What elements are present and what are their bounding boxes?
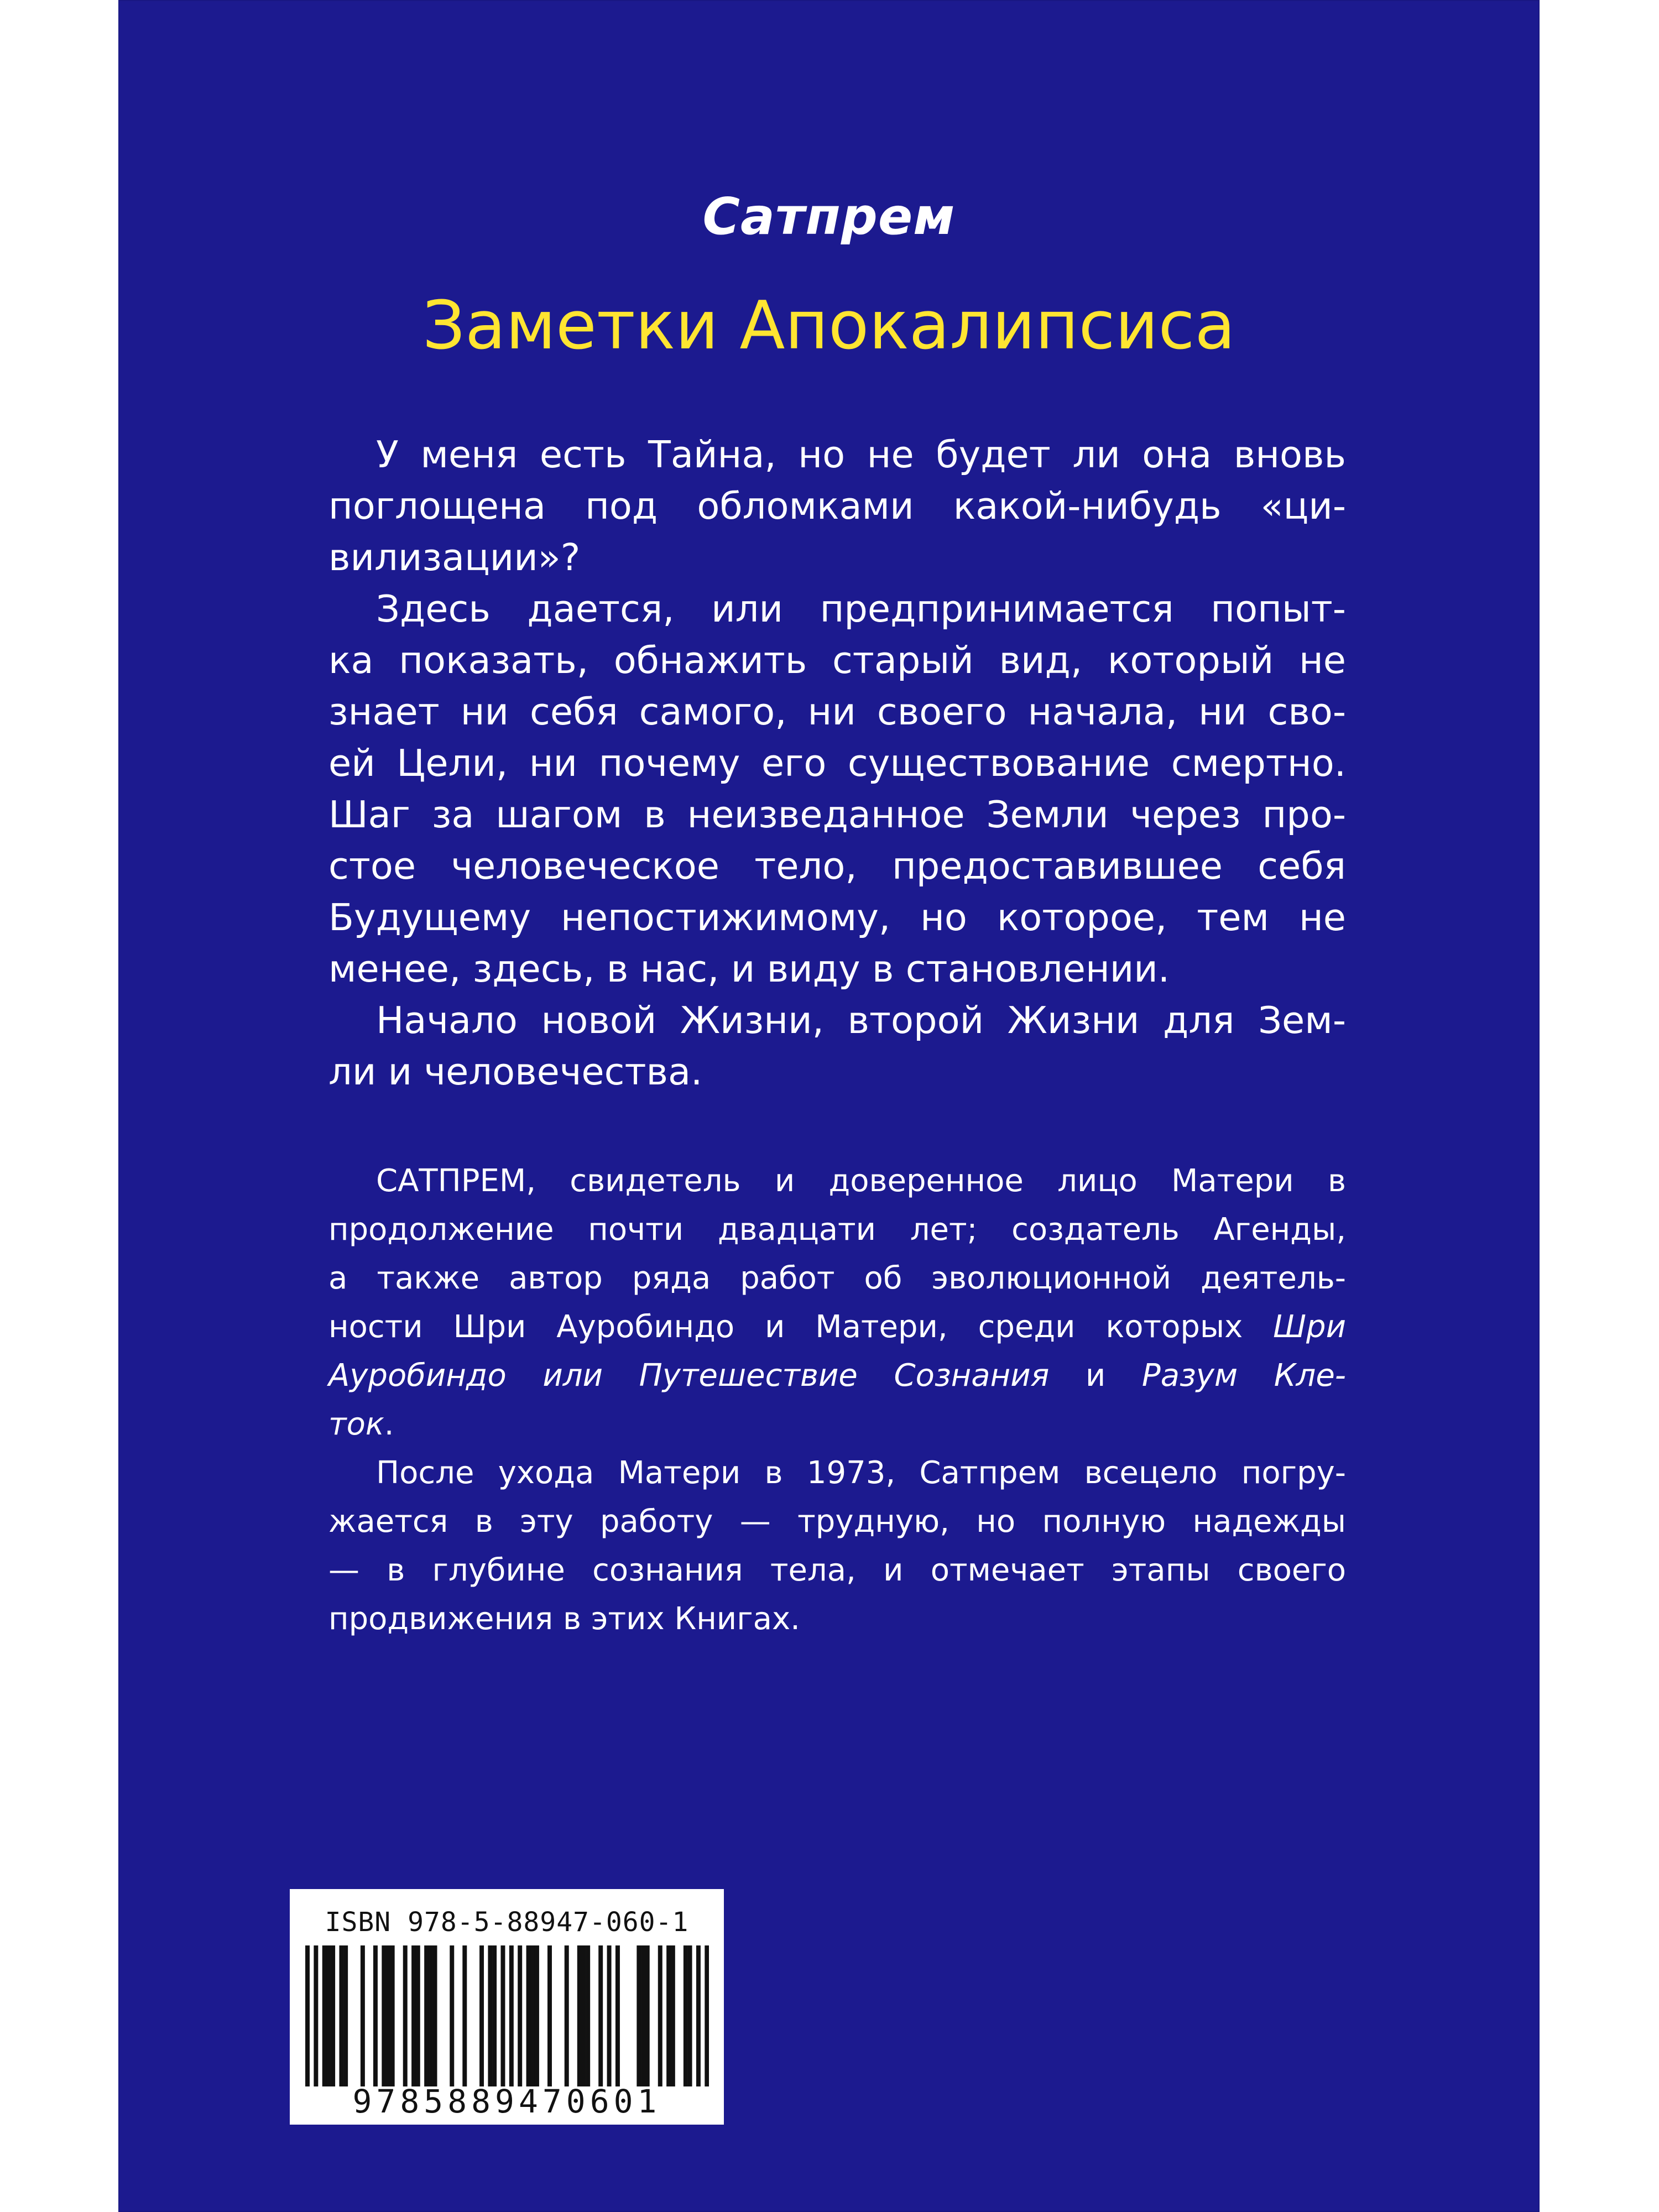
book-title-italic: Разум Кле- — [1141, 1358, 1347, 1394]
bio-line — [328, 1400, 1346, 1449]
annotation-line: знает ни себя самого, ни своего начала, ни сво- — [328, 690, 1346, 733]
barcode-bar — [641, 1945, 645, 2086]
annotation-line: стое человеческое тело, предоставившее себя — [328, 844, 1346, 888]
annotation-line: Здесь дается, или предпринимается попыт- — [376, 587, 1346, 630]
barcode-bar — [658, 1945, 662, 2086]
barcode-bar — [479, 1945, 484, 2086]
bio-text: и — [1049, 1358, 1142, 1394]
bio-line — [328, 1303, 1346, 1352]
bio-text: . — [384, 1406, 394, 1442]
barcode-bar — [424, 1945, 429, 2086]
barcode-bar — [322, 1945, 327, 2086]
barcode-bar — [509, 1945, 514, 2086]
barcode-bar — [429, 1945, 433, 2086]
barcode-bar — [581, 1945, 586, 2086]
annotation-line: менее, здесь, в нас, и виду в становлении. — [328, 947, 1170, 990]
bio-line: После ухода Матери в 1973, Сатпрем всецело погру- — [376, 1455, 1346, 1491]
bio-line: жается в эту работу — трудную, но полную надежды — [328, 1504, 1346, 1540]
annotation-line: поглощена под обломками какой-нибудь «ци- — [328, 484, 1346, 528]
book-title: Заметки Апокалипсиса — [422, 288, 1235, 364]
barcode-bar — [433, 1945, 437, 2086]
isbn-number: ISBN 978-5-88947-060-1 — [325, 1907, 689, 1938]
annotation-line: Начало новой Жизни, второй Жизни для Зем- — [376, 999, 1346, 1042]
barcode-bar — [314, 1945, 318, 2086]
annotation — [328, 429, 1346, 1098]
bio-line: продвижения в этих Книгах. — [328, 1601, 800, 1637]
barcode-bar — [637, 1945, 641, 2086]
book-title-italic: Шри — [1273, 1309, 1346, 1345]
annotation-line: ли и человечества. — [328, 1050, 703, 1093]
barcode-bar — [607, 1945, 612, 2086]
barcode-bar — [671, 1945, 675, 2086]
barcode-bar — [373, 1945, 378, 2086]
ean-number: 9785889470601 — [352, 2083, 661, 2120]
barcode-bar — [462, 1945, 467, 2086]
barcode-bar — [518, 1945, 522, 2086]
barcode-bar — [361, 1945, 365, 2086]
annotation-line: Шаг за шагом в неизведанное Земли через про- — [328, 793, 1346, 836]
bio-line — [328, 1352, 1346, 1400]
barcode-bar — [645, 1945, 650, 2086]
book-title-italic: ток — [328, 1406, 384, 1442]
bio-line: продолжение почти двадцати лет; создатель Агенды, — [328, 1212, 1346, 1248]
author-name: Сатпрем — [702, 187, 956, 246]
barcode-bar — [339, 1945, 343, 2086]
barcode-bar — [390, 1945, 395, 2086]
barcode-bar — [688, 1945, 692, 2086]
barcode-bar — [326, 1945, 331, 2086]
book-back-cover — [118, 0, 1540, 2212]
barcode-bar — [386, 1945, 390, 2086]
annotation-line: ей Цели, ни почему его существование смертно. — [328, 742, 1346, 785]
barcode-bar — [526, 1945, 531, 2086]
barcode-bar — [500, 1945, 505, 2086]
barcode-bar — [586, 1945, 590, 2086]
annotation-line: ка показать, обнажить старый вид, который не — [328, 639, 1346, 682]
barcode-bar — [305, 1945, 310, 2086]
barcode-label — [290, 1889, 724, 2125]
book-title-italic: Ауробиндо или Путешествие Сознания — [328, 1358, 1050, 1394]
barcode-bar — [416, 1945, 420, 2086]
barcode-bar — [684, 1945, 688, 2086]
annotation-line: вилизации»? — [328, 536, 581, 579]
barcode — [305, 1945, 709, 2086]
author-bio — [328, 1157, 1346, 1644]
barcode-bar — [615, 1945, 620, 2086]
barcode-bar — [530, 1945, 535, 2086]
annotation-line: У меня есть Тайна, но не будет ли она вновь — [376, 433, 1346, 476]
barcode-bar — [331, 1945, 335, 2086]
barcode-bar — [666, 1945, 671, 2086]
barcode-bar — [598, 1945, 603, 2086]
barcode-bar — [577, 1945, 582, 2086]
bio-line: САТПРЕМ, свидетель и доверенное лицо Матери в — [376, 1163, 1346, 1199]
barcode-bar — [411, 1945, 416, 2086]
barcode-bar — [547, 1945, 552, 2086]
barcode-bar — [488, 1945, 492, 2086]
barcode-bar — [403, 1945, 408, 2086]
barcode-bar — [450, 1945, 454, 2086]
bio-text: ности Шри Ауробиндо и Матери, среди которых — [328, 1309, 1274, 1345]
barcode-bar — [565, 1945, 569, 2086]
barcode-bar — [492, 1945, 497, 2086]
bio-line: — в глубине сознания тела, и отмечает этапы своего — [328, 1552, 1346, 1588]
bio-line: а также автор ряда работ об эволюционной деятель- — [328, 1260, 1346, 1296]
barcode-bar — [696, 1945, 701, 2086]
barcode-bar — [343, 1945, 348, 2086]
annotation-line: Будущему непостижимому, но которое, тем не — [328, 896, 1346, 939]
barcode-bar — [705, 1945, 709, 2086]
barcode-bar — [382, 1945, 386, 2086]
barcode-bar — [535, 1945, 539, 2086]
